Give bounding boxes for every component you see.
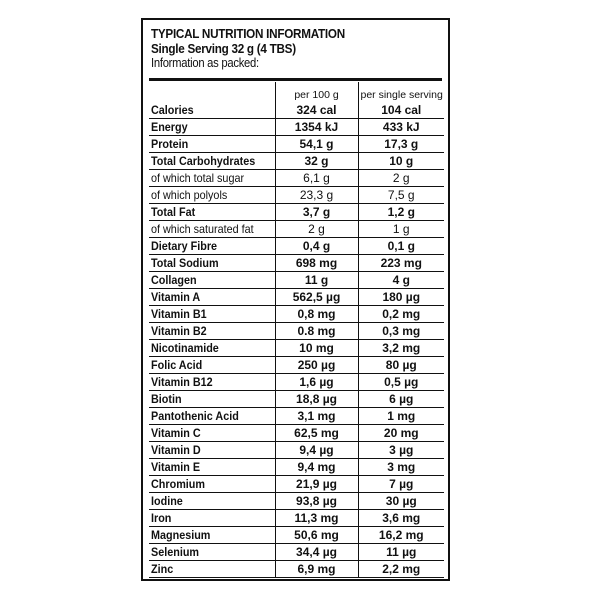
value-per-serving: 2,2 mg	[358, 561, 444, 578]
value-per-100g: 18,8 µg	[275, 391, 358, 408]
value-per-100g: 10 mg	[275, 340, 358, 357]
nutrient-name: Pantothenic Acid	[149, 408, 275, 425]
nutrient-name: Biotin	[149, 391, 275, 408]
nutrient-name: Vitamin B1	[149, 306, 275, 323]
value-per-serving: 4 g	[358, 272, 444, 289]
nutrient-name: Iron	[149, 510, 275, 527]
panel-title: TYPICAL NUTRITION INFORMATION	[151, 26, 345, 41]
value-per-serving: 3 mg	[358, 459, 444, 476]
nutrient-name: Magnesium	[149, 527, 275, 544]
nutrient-row	[149, 476, 444, 493]
value-per-100g: 32 g	[275, 153, 358, 170]
value-per-100g: 0,8 mg	[275, 306, 358, 323]
value-per-100g: 0.8 mg	[275, 323, 358, 340]
nutrient-name: of which saturated fat	[149, 221, 275, 238]
nutrient-row	[149, 119, 444, 136]
value-per-serving: 223 mg	[358, 255, 444, 272]
nutrient-row	[149, 425, 444, 442]
value-per-serving: 0,2 mg	[358, 306, 444, 323]
nutrient-name: Vitamin B2	[149, 323, 275, 340]
nutrient-row	[149, 374, 444, 391]
nutrient-row	[149, 561, 444, 578]
nutrient-name: Vitamin A	[149, 289, 275, 306]
nutrient-name: Folic Acid	[149, 357, 275, 374]
value-per-serving: 6 µg	[358, 391, 444, 408]
nutrient-row	[149, 340, 444, 357]
nutrient-name: Protein	[149, 136, 275, 153]
value-per-100g: 1354 kJ	[275, 119, 358, 136]
nutrition-table	[149, 82, 444, 578]
nutrient-row	[149, 391, 444, 408]
value-per-100g: 62,5 mg	[275, 425, 358, 442]
nutrient-name: Total Sodium	[149, 255, 275, 272]
value-per-serving: 433 kJ	[358, 119, 444, 136]
value-per-100g: 11 g	[275, 272, 358, 289]
value-per-100g: 54,1 g	[275, 136, 358, 153]
value-per-serving: 1,2 g	[358, 204, 444, 221]
nutrient-name: Vitamin E	[149, 459, 275, 476]
calories-row	[149, 82, 444, 119]
value-per-100g: 0,4 g	[275, 238, 358, 255]
calories-per-100g: 324 cal	[296, 103, 337, 117]
value-per-serving: 180 µg	[358, 289, 444, 306]
nutrient-row	[149, 136, 444, 153]
value-per-100g: 23,3 g	[275, 187, 358, 204]
value-per-100g: 2 g	[275, 221, 358, 238]
column-header-per-serving	[358, 82, 444, 119]
nutrient-row	[149, 527, 444, 544]
nutrient-name: Total Fat	[149, 204, 275, 221]
nutrient-name: Nicotinamide	[149, 340, 275, 357]
value-per-serving: 3,2 mg	[358, 340, 444, 357]
value-per-100g: 6,9 mg	[275, 561, 358, 578]
value-per-100g: 6,1 g	[275, 170, 358, 187]
value-per-100g: 698 mg	[275, 255, 358, 272]
nutrient-row	[149, 493, 444, 510]
value-per-serving: 1 g	[358, 221, 444, 238]
column-header-per-100g	[275, 82, 358, 119]
nutrient-name: Zinc	[149, 561, 275, 578]
nutrient-row	[149, 170, 444, 187]
nutrient-name: Energy	[149, 119, 275, 136]
nutrient-row	[149, 357, 444, 374]
nutrient-row	[149, 238, 444, 255]
value-per-100g: 3,1 mg	[275, 408, 358, 425]
nutrient-name: Dietary Fibre	[149, 238, 275, 255]
value-per-serving: 10 g	[358, 153, 444, 170]
value-per-serving: 2 g	[358, 170, 444, 187]
calories-per-serving: 104 cal	[381, 103, 422, 117]
nutrient-row	[149, 204, 444, 221]
nutrient-name: Total Carbohydrates	[149, 153, 275, 170]
nutrient-name: Calories	[149, 82, 275, 119]
value-per-serving: 16,2 mg	[358, 527, 444, 544]
nutrient-row	[149, 289, 444, 306]
nutrition-panel	[141, 18, 450, 581]
header-divider	[149, 78, 442, 81]
per-100g-label: per 100 g	[294, 89, 339, 101]
nutrient-row	[149, 187, 444, 204]
value-per-serving: 7 µg	[358, 476, 444, 493]
value-per-100g: 93,8 µg	[275, 493, 358, 510]
nutrient-row	[149, 323, 444, 340]
nutrient-name: of which polyols	[149, 187, 275, 204]
panel-header	[143, 20, 448, 71]
value-per-serving: 0,3 mg	[358, 323, 444, 340]
value-per-serving: 20 mg	[358, 425, 444, 442]
value-per-100g: 1,6 µg	[275, 374, 358, 391]
value-per-serving: 30 µg	[358, 493, 444, 510]
value-per-100g: 34,4 µg	[275, 544, 358, 561]
nutrient-name: Vitamin C	[149, 425, 275, 442]
value-per-serving: 7,5 g	[358, 187, 444, 204]
nutrient-row	[149, 408, 444, 425]
value-per-serving: 1 mg	[358, 408, 444, 425]
value-per-100g: 250 µg	[275, 357, 358, 374]
value-per-serving: 0,1 g	[358, 238, 444, 255]
value-per-serving: 17,3 g	[358, 136, 444, 153]
packed-note: Information as packed:	[151, 56, 259, 70]
value-per-100g: 21,9 µg	[275, 476, 358, 493]
nutrient-name: Vitamin D	[149, 442, 275, 459]
value-per-100g: 11,3 mg	[275, 510, 358, 527]
per-serving-label: per single serving	[360, 89, 443, 101]
serving-size: Single Serving 32 g (4 TBS)	[151, 41, 296, 56]
nutrient-row	[149, 306, 444, 323]
value-per-100g: 50,6 mg	[275, 527, 358, 544]
nutrient-row	[149, 255, 444, 272]
value-per-100g: 9,4 µg	[275, 442, 358, 459]
nutrient-row	[149, 221, 444, 238]
value-per-serving: 3 µg	[358, 442, 444, 459]
nutrient-name: of which total sugar	[149, 170, 275, 187]
value-per-serving: 11 µg	[358, 544, 444, 561]
value-per-100g: 562,5 µg	[275, 289, 358, 306]
nutrient-name: Selenium	[149, 544, 275, 561]
value-per-serving: 3,6 mg	[358, 510, 444, 527]
nutrient-row	[149, 510, 444, 527]
nutrient-row	[149, 442, 444, 459]
value-per-serving: 80 µg	[358, 357, 444, 374]
value-per-100g: 3,7 g	[275, 204, 358, 221]
value-per-serving: 0,5 µg	[358, 374, 444, 391]
nutrient-row	[149, 272, 444, 289]
nutrient-row	[149, 153, 444, 170]
nutrient-name: Chromium	[149, 476, 275, 493]
nutrient-name: Iodine	[149, 493, 275, 510]
nutrient-name: Collagen	[149, 272, 275, 289]
nutrient-name: Vitamin B12	[149, 374, 275, 391]
value-per-100g: 9,4 mg	[275, 459, 358, 476]
nutrient-row	[149, 544, 444, 561]
nutrient-row	[149, 459, 444, 476]
